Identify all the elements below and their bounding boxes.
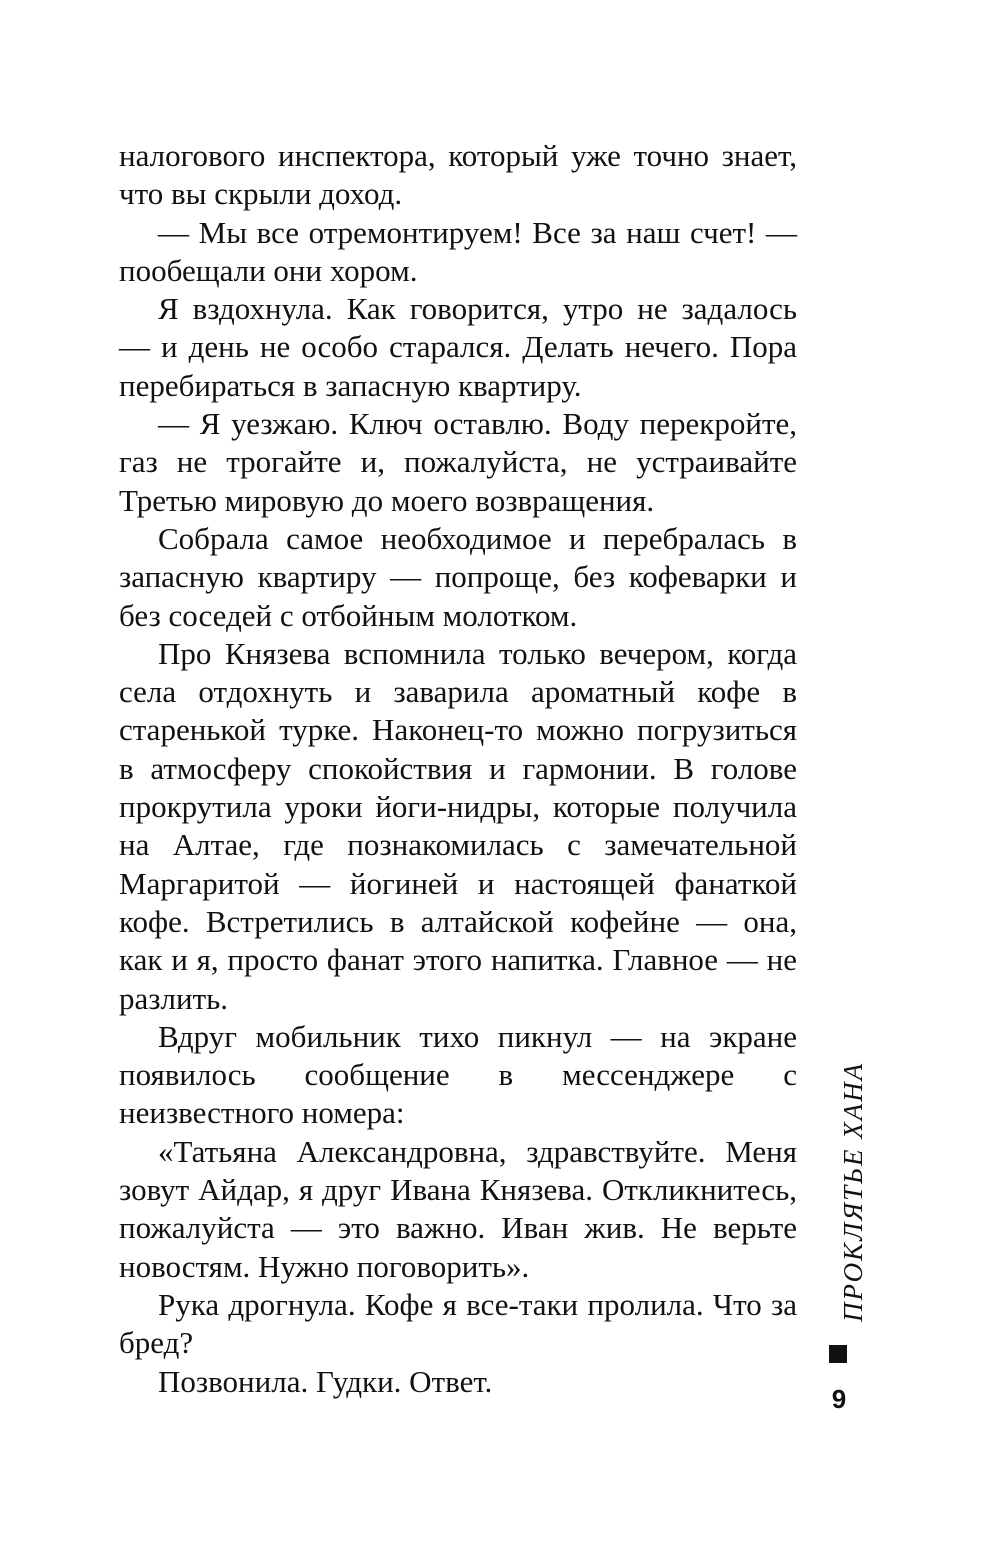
paragraph: налогового инспектора, который уже точно знает, что вы скрыли доход.: [119, 138, 797, 212]
paragraph: Собрала самое необходимое и перебралась в запасную квартиру — попроще, без кофеварки и без соседей с отбойным молотком.: [119, 520, 797, 633]
paragraph: Про Князева вспомнила только вечером, когда села отдохнуть и заварила ароматный кофе в старенькой турке. Наконец-то можно погрузиться в атмосферу спокойствия и гармонии. В голове прокрутила уроки йоги-нидры, которые получила на Алтае, где познакомилась с замечательной Маргаритой — йогиней и настоящей фанаткой кофе. Встретились в алтайской кофейне — она, как и я, просто фанат этого напитка. Главное — не разлить.: [119, 635, 797, 1016]
page-number: 9: [831, 1384, 847, 1414]
running-title: ПРОКЛЯТЬЕ ХАНА: [838, 1061, 868, 1322]
paragraph: — Мы все отремонтируем! Все за наш счет! — пообещали они хором.: [119, 214, 797, 288]
paragraph: Вдруг мобильник тихо пикнул — на экране появилось сообщение в мессенджере с неизвестного номера:: [119, 1018, 797, 1131]
paragraph: Рука дрогнула. Кофе я все-таки пролила. Что за бред?: [119, 1286, 797, 1361]
paragraph: Позвонила. Гудки. Ответ.: [158, 1363, 493, 1399]
square-marker-icon: [829, 1345, 847, 1363]
paragraph: Я вздохнула. Как говорится, утро не задалось — и день не особо старался. Делать нечего. Пора перебираться в запасную квартиру.: [119, 291, 797, 403]
paragraph: «Татьяна Александровна, здравствуйте. Меня зовут Айдар, я друг Ивана Князева. Откликнитесь, пожалуйста — это важно. Иван жив. Не верьте новостям. Нужно поговорить».: [119, 1133, 797, 1284]
paragraph: — Я уезжаю. Ключ оставлю. Воду перекройте, газ не трогайте и, пожалуйста, не устраивайте Третью мировую до моего возвращения.: [119, 406, 797, 518]
body-text: [119, 137, 797, 1401]
